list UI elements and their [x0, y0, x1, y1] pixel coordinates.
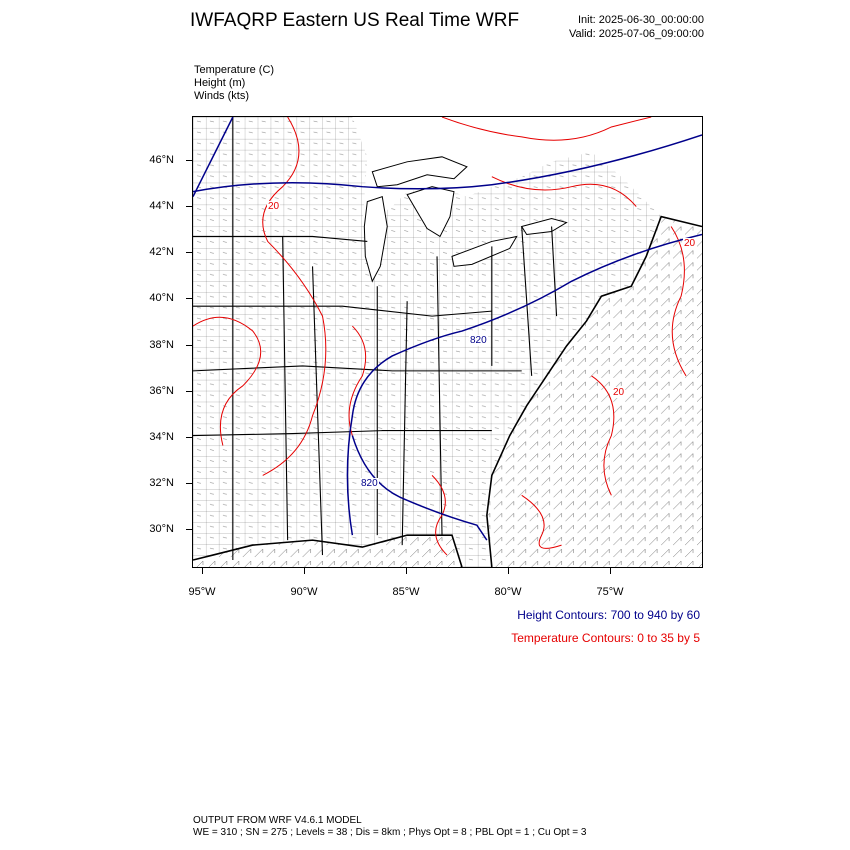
lat-label: 34°N	[149, 431, 174, 443]
lon-label: 90°W	[290, 586, 318, 598]
map-panel	[192, 116, 703, 568]
lat-label: 32°N	[149, 477, 174, 489]
lat-tick	[186, 252, 192, 253]
lat-tick	[186, 160, 192, 161]
valid-time: Valid: 2025-07-06_09:00:00	[569, 28, 704, 40]
lon-tick	[304, 568, 305, 574]
lat-label: 46°N	[149, 154, 174, 166]
height-contour-label: 820	[470, 335, 487, 346]
field-label-height: Height (m)	[194, 77, 246, 89]
lon-tick	[406, 568, 407, 574]
lon-label: 75°W	[596, 586, 624, 598]
lat-tick	[186, 345, 192, 346]
lat-label: 42°N	[149, 246, 174, 258]
lat-tick	[186, 206, 192, 207]
temperature-contour-label: 20	[268, 201, 280, 212]
lat-tick	[186, 298, 192, 299]
lat-label: 44°N	[149, 200, 174, 212]
lon-label: 85°W	[392, 586, 420, 598]
footer-model-line: OUTPUT FROM WRF V4.6.1 MODEL	[193, 815, 362, 826]
lat-tick	[186, 529, 192, 530]
weather-map	[193, 117, 702, 567]
temperature-contour-label: 20	[613, 387, 625, 398]
temperature-contour-label: 20	[684, 238, 696, 249]
init-valid-times	[569, 13, 704, 41]
field-label-temperature: Temperature (C)	[194, 64, 275, 76]
lat-tick	[186, 483, 192, 484]
lon-label: 95°W	[188, 586, 216, 598]
init-time: Init: 2025-06-30_00:00:00	[578, 14, 704, 26]
lat-label: 36°N	[149, 385, 174, 397]
lon-tick	[610, 568, 611, 574]
footer-config-line: WE = 310 ; SN = 275 ; Levels = 38 ; Dis = 8km ; Phys Opt = 8 ; PBL Opt = 1 ; Cu Opt = 3	[193, 827, 587, 838]
lat-label: 40°N	[149, 292, 174, 304]
chart-title: IWFAQRP Eastern US Real Time WRF	[190, 10, 520, 31]
height-contours-legend: Height Contours: 700 to 940 by 60	[517, 608, 700, 622]
lon-tick	[202, 568, 203, 574]
lon-label: 80°W	[494, 586, 522, 598]
lat-label: 30°N	[149, 523, 174, 535]
height-contour-label: 820	[361, 478, 378, 489]
lat-label: 38°N	[149, 339, 174, 351]
lat-tick	[186, 391, 192, 392]
lake-superior	[372, 157, 467, 187]
field-label-winds: Winds (kts)	[194, 90, 249, 102]
temperature-contours-legend: Temperature Contours: 0 to 35 by 5	[511, 631, 700, 645]
model-info-footer	[193, 815, 586, 839]
lat-tick	[186, 437, 192, 438]
temp-contour-2	[442, 117, 651, 140]
lon-tick	[508, 568, 509, 574]
